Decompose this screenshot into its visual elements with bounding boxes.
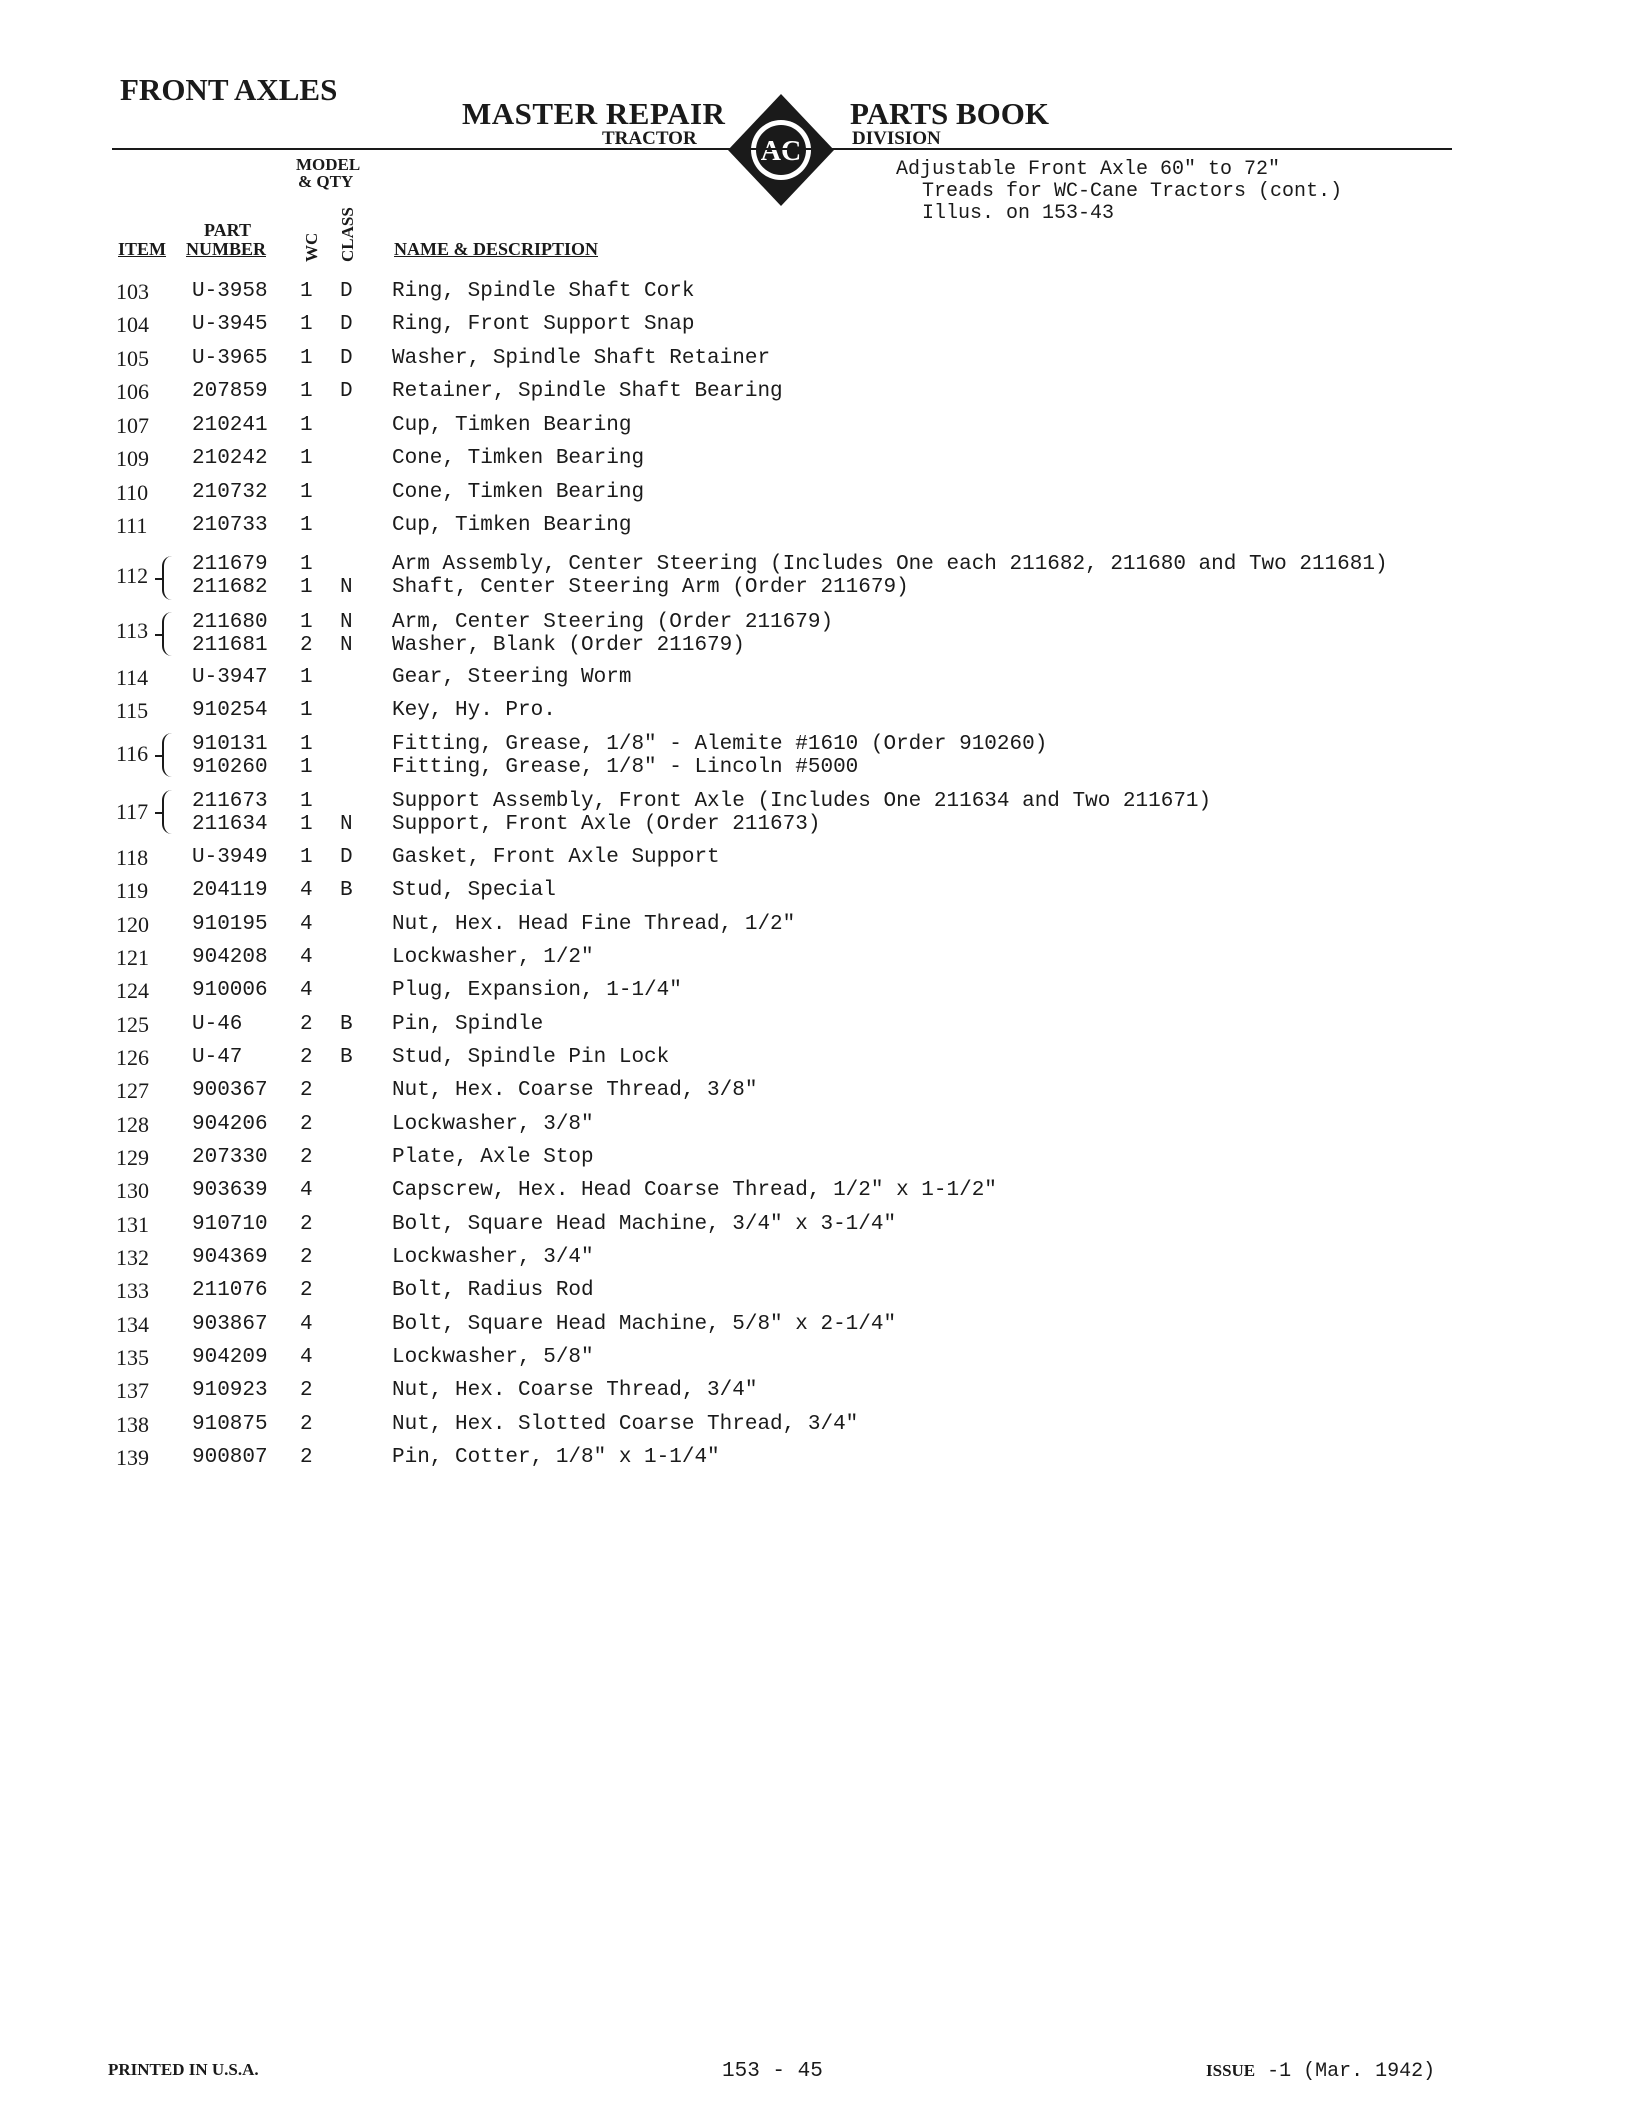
table-row bbox=[0, 1012, 1651, 1038]
quantity: 2 bbox=[300, 1213, 313, 1236]
class-code: B bbox=[340, 879, 353, 902]
group-brace-113 bbox=[162, 612, 178, 656]
table-row bbox=[0, 480, 1651, 506]
part-number: U-3945 bbox=[192, 313, 268, 336]
description: Fitting, Grease, 1/8" - Lincoln #5000 bbox=[392, 756, 859, 779]
item-number: 124 bbox=[116, 978, 149, 1003]
description: Stud, Special bbox=[392, 879, 556, 902]
part-number: 904209 bbox=[192, 1346, 268, 1369]
item-number: 109 bbox=[116, 446, 149, 471]
table-row bbox=[0, 513, 1651, 539]
item-number: 131 bbox=[116, 1212, 149, 1237]
item-number: 107 bbox=[116, 413, 149, 438]
table-row bbox=[0, 1378, 1651, 1404]
note-line-1: Adjustable Front Axle 60" to 72" bbox=[896, 158, 1281, 181]
quantity: 2 bbox=[300, 1113, 313, 1136]
column-header-number: NUMBER bbox=[186, 239, 266, 259]
description: Stud, Spindle Pin Lock bbox=[392, 1046, 670, 1069]
item-number: 106 bbox=[116, 379, 149, 404]
quantity: 4 bbox=[300, 1179, 313, 1202]
part-number: 207330 bbox=[192, 1146, 268, 1169]
quantity: 2 bbox=[300, 1146, 313, 1169]
quantity: 1 bbox=[300, 347, 313, 370]
description: Shaft, Center Steering Arm (Order 211679) bbox=[392, 576, 909, 599]
item-number: 119 bbox=[116, 878, 149, 903]
quantity: 2 bbox=[300, 1379, 313, 1402]
table-row bbox=[0, 379, 1651, 405]
part-number: 900367 bbox=[192, 1079, 268, 1102]
section-title: FRONT AXLES bbox=[120, 72, 338, 107]
item-number: 134 bbox=[116, 1312, 149, 1337]
table-row bbox=[0, 945, 1651, 971]
quantity: 2 bbox=[300, 1246, 313, 1269]
part-number: 207859 bbox=[192, 380, 268, 403]
part-number: 903867 bbox=[192, 1313, 268, 1336]
table-row bbox=[0, 1045, 1651, 1071]
description: Nut, Hex. Slotted Coarse Thread, 3/4" bbox=[392, 1413, 859, 1436]
table-row bbox=[0, 1178, 1651, 1204]
description: Nut, Hex. Coarse Thread, 3/8" bbox=[392, 1079, 758, 1102]
item-number: 133 bbox=[116, 1278, 149, 1303]
class-code: D bbox=[340, 280, 353, 303]
group-brace-112 bbox=[162, 556, 178, 600]
part-number: 210241 bbox=[192, 414, 268, 437]
master-repair-title: MASTER REPAIR bbox=[462, 96, 726, 131]
part-number: U-47 bbox=[192, 1046, 243, 1069]
column-header-wc: WC bbox=[302, 232, 321, 262]
part-number: 910195 bbox=[192, 913, 268, 936]
quantity: 1 bbox=[300, 481, 313, 504]
part-number: 910923 bbox=[192, 1379, 268, 1402]
part-number: 904206 bbox=[192, 1113, 268, 1136]
table-row bbox=[0, 912, 1651, 938]
description: Pin, Cotter, 1/8" x 1-1/4" bbox=[392, 1446, 720, 1469]
quantity: 1 bbox=[300, 733, 313, 756]
item-number: 115 bbox=[116, 698, 149, 723]
item-number: 110 bbox=[116, 480, 149, 505]
quantity: 1 bbox=[300, 611, 313, 634]
table-row bbox=[0, 633, 1651, 659]
table-row bbox=[0, 1278, 1651, 1304]
column-header-name: NAME & DESCRIPTION bbox=[394, 239, 599, 259]
group-brace-117 bbox=[162, 790, 178, 834]
quantity: 2 bbox=[300, 1279, 313, 1302]
group-item-112: 112 bbox=[116, 563, 149, 588]
table-row bbox=[0, 665, 1651, 691]
table-row bbox=[0, 878, 1651, 904]
description: Ring, Spindle Shaft Cork bbox=[392, 280, 695, 303]
description: Capscrew, Hex. Head Coarse Thread, 1/2" x 1-1/2" bbox=[392, 1179, 997, 1202]
class-code: D bbox=[340, 347, 353, 370]
part-number: 211076 bbox=[192, 1279, 268, 1302]
table-row bbox=[0, 845, 1651, 871]
description: Bolt, Square Head Machine, 5/8" x 2-1/4" bbox=[392, 1313, 897, 1336]
item-number: 127 bbox=[116, 1078, 149, 1103]
description: Lockwasher, 3/8" bbox=[392, 1113, 594, 1136]
description: Key, Hy. Pro. bbox=[392, 699, 556, 722]
part-number: U-46 bbox=[192, 1013, 243, 1036]
column-header-qty: & QTY bbox=[298, 172, 354, 191]
column-header-part: PART bbox=[204, 220, 252, 240]
item-number: 139 bbox=[116, 1445, 149, 1470]
quantity: 4 bbox=[300, 1313, 313, 1336]
quantity: 1 bbox=[300, 553, 313, 576]
class-code: N bbox=[340, 611, 353, 634]
item-number: 138 bbox=[116, 1412, 149, 1437]
quantity: 2 bbox=[300, 1013, 313, 1036]
issue-info bbox=[1206, 2060, 1435, 2083]
item-number: 137 bbox=[116, 1378, 149, 1403]
item-number: 135 bbox=[116, 1345, 149, 1370]
item-number: 132 bbox=[116, 1245, 149, 1270]
part-number: U-3949 bbox=[192, 846, 268, 869]
table-row bbox=[0, 755, 1651, 781]
quantity: 1 bbox=[300, 846, 313, 869]
table-row bbox=[0, 1312, 1651, 1338]
part-number: 210732 bbox=[192, 481, 268, 504]
class-code: N bbox=[340, 813, 353, 836]
class-code: B bbox=[340, 1013, 353, 1036]
description: Gear, Steering Worm bbox=[392, 666, 632, 689]
issue-label: ISSUE bbox=[1206, 2061, 1256, 2080]
quantity: 1 bbox=[300, 380, 313, 403]
quantity: 4 bbox=[300, 913, 313, 936]
description: Cup, Timken Bearing bbox=[392, 514, 632, 537]
table-row bbox=[0, 446, 1651, 472]
description: Bolt, Square Head Machine, 3/4" x 3-1/4" bbox=[392, 1213, 897, 1236]
item-number: 103 bbox=[116, 279, 149, 304]
page-number: 153 - 45 bbox=[722, 2060, 823, 2083]
class-code: D bbox=[340, 313, 353, 336]
part-number: 910875 bbox=[192, 1413, 268, 1436]
part-number: 904208 bbox=[192, 946, 268, 969]
description: Lockwasher, 1/2" bbox=[392, 946, 594, 969]
part-number: 211634 bbox=[192, 813, 268, 836]
description: Retainer, Spindle Shaft Bearing bbox=[392, 380, 783, 403]
quantity: 4 bbox=[300, 979, 313, 1002]
part-number: 910131 bbox=[192, 733, 268, 756]
quantity: 2 bbox=[300, 634, 313, 657]
table-row bbox=[0, 1112, 1651, 1138]
quantity: 1 bbox=[300, 756, 313, 779]
quantity: 1 bbox=[300, 666, 313, 689]
group-item-113: 113 bbox=[116, 618, 149, 643]
class-code: D bbox=[340, 846, 353, 869]
item-number: 114 bbox=[116, 665, 149, 690]
part-number: 903639 bbox=[192, 1179, 268, 1202]
group-brace-116 bbox=[162, 733, 178, 777]
class-code: N bbox=[340, 634, 353, 657]
note-line-2: Treads for WC-Cane Tractors (cont.) bbox=[922, 180, 1343, 203]
part-number: 211681 bbox=[192, 634, 268, 657]
quantity: 2 bbox=[300, 1446, 313, 1469]
issue-value: -1 (Mar. 1942) bbox=[1267, 2060, 1436, 2083]
class-code: B bbox=[340, 1046, 353, 1069]
description: Ring, Front Support Snap bbox=[392, 313, 695, 336]
printed-in-label: PRINTED IN U.S.A. bbox=[108, 2060, 259, 2079]
description: Gasket, Front Axle Support bbox=[392, 846, 720, 869]
description: Cup, Timken Bearing bbox=[392, 414, 632, 437]
table-row bbox=[0, 279, 1651, 305]
quantity: 1 bbox=[300, 313, 313, 336]
item-number: 111 bbox=[116, 513, 148, 538]
table-row bbox=[0, 978, 1651, 1004]
quantity: 1 bbox=[300, 813, 313, 836]
division-label: DIVISION bbox=[852, 128, 941, 149]
description: Bolt, Radius Rod bbox=[392, 1279, 594, 1302]
quantity: 4 bbox=[300, 1346, 313, 1369]
quantity: 1 bbox=[300, 790, 313, 813]
table-row bbox=[0, 1345, 1651, 1371]
column-header-model: MODEL bbox=[296, 155, 361, 174]
item-number: 120 bbox=[116, 912, 149, 937]
group-item-116: 116 bbox=[116, 741, 149, 766]
description: Cone, Timken Bearing bbox=[392, 481, 645, 504]
description: Cone, Timken Bearing bbox=[392, 447, 645, 470]
quantity: 1 bbox=[300, 414, 313, 437]
table-row bbox=[0, 346, 1651, 372]
item-number: 126 bbox=[116, 1045, 149, 1070]
item-number: 121 bbox=[116, 945, 149, 970]
table-row bbox=[0, 1245, 1651, 1271]
item-number: 129 bbox=[116, 1145, 149, 1170]
part-number: 211682 bbox=[192, 576, 268, 599]
part-number: 910006 bbox=[192, 979, 268, 1002]
class-code: N bbox=[340, 576, 353, 599]
item-number: 118 bbox=[116, 845, 149, 870]
part-number: 210733 bbox=[192, 514, 268, 537]
item-number: 105 bbox=[116, 346, 149, 371]
description: Nut, Hex. Coarse Thread, 3/4" bbox=[392, 1379, 758, 1402]
table-row bbox=[0, 1445, 1651, 1471]
column-header-item: ITEM bbox=[118, 239, 167, 259]
item-number: 128 bbox=[116, 1112, 149, 1137]
quantity: 1 bbox=[300, 699, 313, 722]
description: Washer, Blank (Order 211679) bbox=[392, 634, 745, 657]
item-number: 104 bbox=[116, 312, 149, 337]
description: Lockwasher, 5/8" bbox=[392, 1346, 594, 1369]
parts-book-title: PARTS BOOK bbox=[850, 96, 1050, 131]
description: Plug, Expansion, 1-1/4" bbox=[392, 979, 682, 1002]
part-number: 910254 bbox=[192, 699, 268, 722]
part-number: U-3965 bbox=[192, 347, 268, 370]
table-row bbox=[0, 312, 1651, 338]
description: Arm, Center Steering (Order 211679) bbox=[392, 611, 834, 634]
description: Plate, Axle Stop bbox=[392, 1146, 594, 1169]
column-header-class: CLASS bbox=[338, 207, 357, 262]
part-number: 904369 bbox=[192, 1246, 268, 1269]
quantity: 2 bbox=[300, 1413, 313, 1436]
item-number: 130 bbox=[116, 1178, 149, 1203]
part-number: 910710 bbox=[192, 1213, 268, 1236]
part-number: 211673 bbox=[192, 790, 268, 813]
quantity: 1 bbox=[300, 280, 313, 303]
table-row bbox=[0, 1078, 1651, 1104]
note-line-3: Illus. on 153-43 bbox=[922, 202, 1115, 225]
description: Washer, Spindle Shaft Retainer bbox=[392, 347, 771, 370]
part-number: 900807 bbox=[192, 1446, 268, 1469]
table-row bbox=[0, 1412, 1651, 1438]
description: Fitting, Grease, 1/8" - Alemite #1610 (Order 910260) bbox=[392, 733, 1048, 756]
description: Pin, Spindle bbox=[392, 1013, 544, 1036]
table-row bbox=[0, 1145, 1651, 1171]
description: Support Assembly, Front Axle (Includes One 211634 and Two 211671) bbox=[392, 790, 1212, 813]
description: Nut, Hex. Head Fine Thread, 1/2" bbox=[392, 913, 796, 936]
class-code: D bbox=[340, 380, 353, 403]
group-item-117: 117 bbox=[116, 799, 149, 824]
table-row bbox=[0, 1212, 1651, 1238]
quantity: 2 bbox=[300, 1079, 313, 1102]
table-row bbox=[0, 812, 1651, 838]
item-number: 125 bbox=[116, 1012, 149, 1037]
part-number: U-3958 bbox=[192, 280, 268, 303]
quantity: 1 bbox=[300, 447, 313, 470]
part-number: 204119 bbox=[192, 879, 268, 902]
part-number: 211679 bbox=[192, 553, 268, 576]
tractor-label: TRACTOR bbox=[602, 128, 697, 149]
description: Lockwasher, 3/4" bbox=[392, 1246, 594, 1269]
quantity: 4 bbox=[300, 879, 313, 902]
table-row bbox=[0, 575, 1651, 601]
part-number: 210242 bbox=[192, 447, 268, 470]
quantity: 1 bbox=[300, 514, 313, 537]
quantity: 1 bbox=[300, 576, 313, 599]
part-number: 211680 bbox=[192, 611, 268, 634]
quantity: 2 bbox=[300, 1046, 313, 1069]
part-number: U-3947 bbox=[192, 666, 268, 689]
description: Support, Front Axle (Order 211673) bbox=[392, 813, 821, 836]
ac-logo-text: AC bbox=[760, 136, 802, 167]
table-row bbox=[0, 698, 1651, 724]
quantity: 4 bbox=[300, 946, 313, 969]
description: Arm Assembly, Center Steering (Includes One each 211682, 211680 and Two 211681) bbox=[392, 553, 1388, 576]
part-number: 910260 bbox=[192, 756, 268, 779]
table-row bbox=[0, 413, 1651, 439]
